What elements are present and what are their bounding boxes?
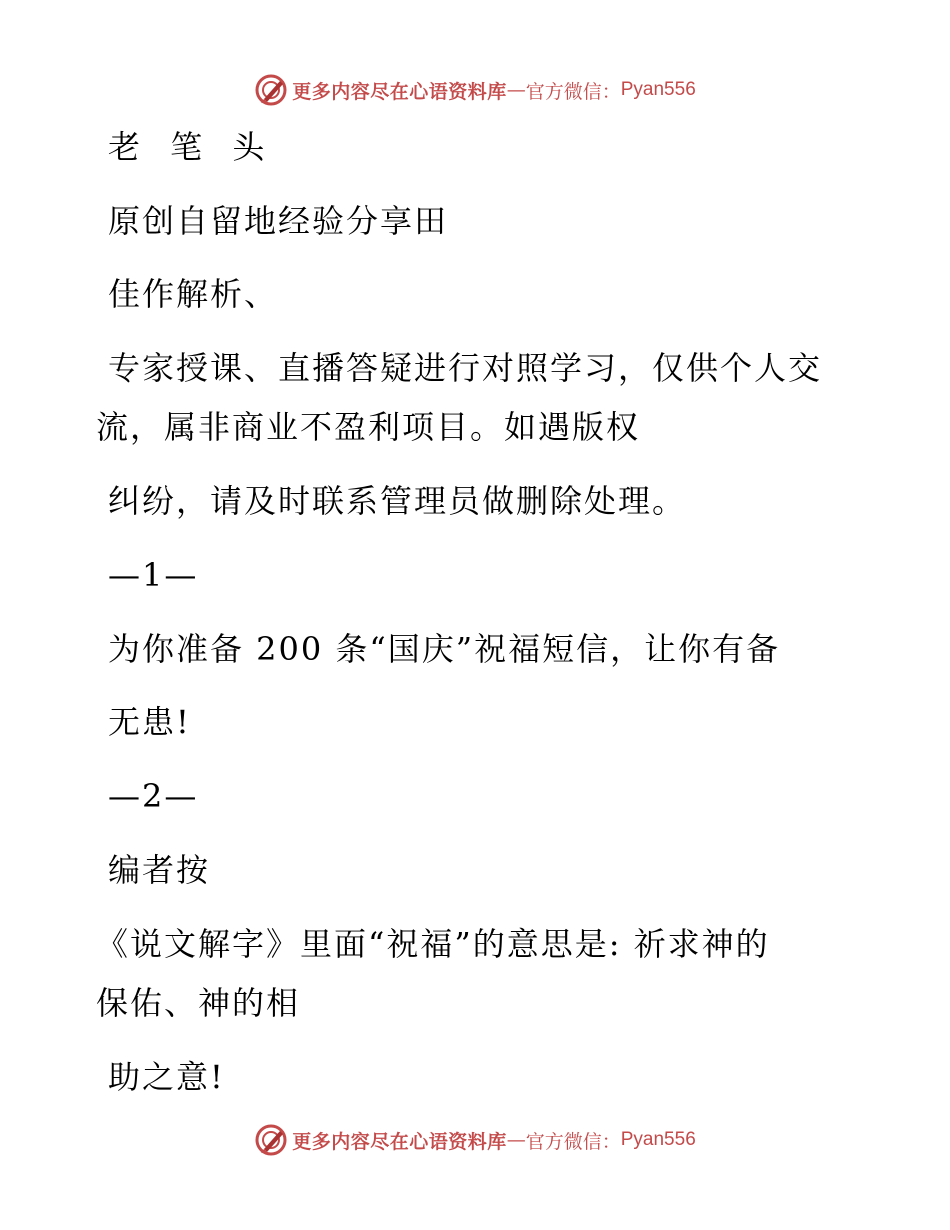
doc-heading: 编者按 (108, 851, 211, 889)
doc-line: 佳作解析、 (108, 275, 279, 313)
pen-logo-icon (254, 73, 288, 107)
doc-line: 专家授课、直播答疑进行对照学习，仅供个人交 (108, 349, 823, 387)
watermark-separator: — (506, 1129, 526, 1151)
doc-line: 为你准备 200 条“国庆”祝福短信，让你有备 (108, 630, 781, 668)
section-marker-2: —2— (108, 777, 199, 815)
watermark-label: 官方微信： (525, 80, 621, 103)
doc-line: 无患! (108, 703, 191, 741)
watermark-brand: 更多内容尽在心语资料库 (292, 1130, 507, 1153)
doc-line: 原创自留地经验分享田 (108, 202, 449, 240)
pen-logo-icon (254, 1123, 288, 1157)
watermark-separator: — (506, 79, 526, 101)
doc-line: 《说文解字》里面“祝福”的意思是: 祈求神的 (96, 925, 770, 963)
watermark-brand: 更多内容尽在心语资料库 (292, 80, 507, 103)
doc-line: 助之意! (108, 1058, 225, 1096)
footer-watermark (0, 1118, 950, 1162)
watermark-wechat-id: Pyan556 (620, 79, 696, 100)
watermark-label: 官方微信： (525, 1130, 621, 1153)
doc-line: 保佑、神的相 (96, 984, 301, 1022)
section-marker-1: —1— (108, 556, 199, 594)
doc-title: 老 笔 头 (108, 128, 275, 166)
doc-line: 纠纷，请及时联系管理员做删除处理。 (108, 482, 687, 520)
header-watermark (0, 68, 950, 112)
watermark-wechat-id: Pyan556 (620, 1129, 696, 1150)
doc-line: 流，属非商业不盈利项目。如遇版权 (96, 408, 641, 446)
